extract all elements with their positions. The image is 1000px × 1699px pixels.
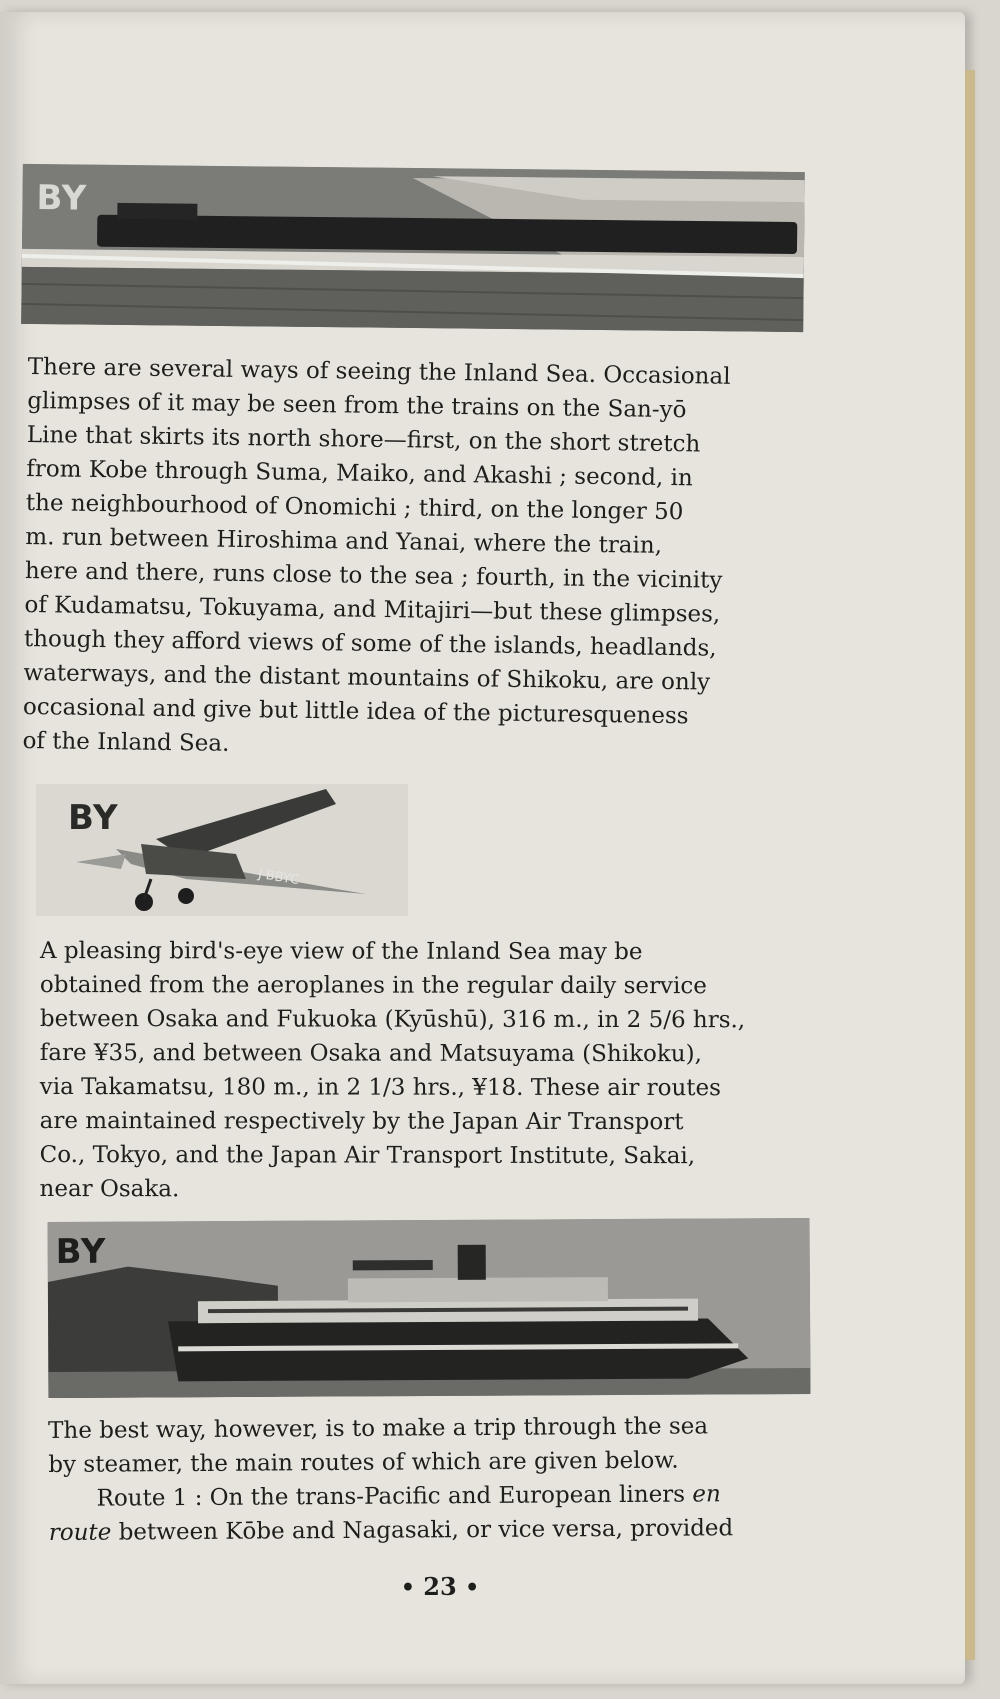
- text-line: from Kobe through Suma, Maiko, and Akashi ; second, in: [26, 455, 693, 492]
- text-line: near Osaka.: [39, 1175, 180, 1203]
- paragraph-3: [48, 1409, 821, 1550]
- page-number-dot: •: [465, 1575, 480, 1601]
- text-line: m. run between Hiroshima and Yanai, where the train,: [25, 523, 663, 559]
- photo-label: BY: [55, 1231, 107, 1272]
- text-line: A pleasing bird's-eye view of the Inland Sea may be: [39, 938, 643, 966]
- route-text: Route 1 : On the trans-Pacific and European liners: [96, 1481, 693, 1512]
- text-line: glimpses of it may be seen from the trains on the San-yō: [27, 387, 687, 424]
- photo-label: BY: [68, 798, 119, 838]
- text-line: between Osaka and Fukuoka (Kyūshū), 316 m., in 2 5/6 hrs.,: [39, 1005, 746, 1034]
- text-line: though they afford views of some of the islands, headlands,: [23, 625, 717, 662]
- route-italic: en: [692, 1481, 721, 1508]
- text-line: Co., Tokyo, and the Japan Air Transport Institute, Sakai,: [39, 1141, 696, 1170]
- steamer-illustration: [48, 1218, 811, 1398]
- text-line: Line that skirts its north shore—first, on the short stretch: [26, 421, 701, 458]
- photo-label: BY: [36, 178, 88, 219]
- text-line: of Kudamatsu, Tokuyama, and Mitajiri—but these glimpses,: [24, 591, 721, 628]
- train-illustration: [21, 164, 805, 332]
- text-line: by steamer, the main routes of which are given below.: [48, 1447, 679, 1478]
- plane-registration: J-BBYC: [257, 866, 300, 889]
- route-line: [49, 1511, 821, 1550]
- text-line: the neighbourhood of Onomichi ; third, on the longer 50: [25, 489, 684, 526]
- text-line: occasional and give but little idea of the picturesqueness: [22, 693, 689, 730]
- route-italic: route: [48, 1519, 112, 1546]
- text-line: There are several ways of seeing the Inland Sea. Occasional: [27, 353, 731, 390]
- text-line: here and there, runs close to the sea ; fourth, in the vicinity: [24, 557, 723, 594]
- route-line: [48, 1477, 820, 1516]
- paragraph-1: [22, 350, 816, 769]
- page-number-value: 23: [423, 1572, 457, 1601]
- text-line: waterways, and the distant mountains of Shikoku, are only: [23, 659, 711, 696]
- train-photo: [21, 164, 805, 332]
- text-line: via Takamatsu, 180 m., in 2 1/3 hrs., ¥18. These air routes: [39, 1073, 722, 1102]
- text-line: The best way, however, is to make a trip through the sea: [48, 1413, 709, 1444]
- steamer-photo: [48, 1218, 811, 1398]
- text-line: obtained from the aeroplanes in the regular daily service: [39, 971, 707, 1000]
- route-text: between Kōbe and Nagasaki, or vice versa, provided: [111, 1515, 734, 1546]
- paragraph-2: [40, 934, 820, 1207]
- page-number-dot: •: [400, 1575, 415, 1601]
- text-line: are maintained respectively by the Japan Air Transport: [39, 1107, 684, 1136]
- page-number: [380, 1572, 500, 1601]
- text-line: of the Inland Sea.: [22, 727, 230, 757]
- page-edge: [965, 70, 975, 1660]
- aeroplane-photo: [36, 784, 408, 916]
- text-line: fare ¥35, and between Osaka and Matsuyama (Shikoku),: [39, 1039, 702, 1068]
